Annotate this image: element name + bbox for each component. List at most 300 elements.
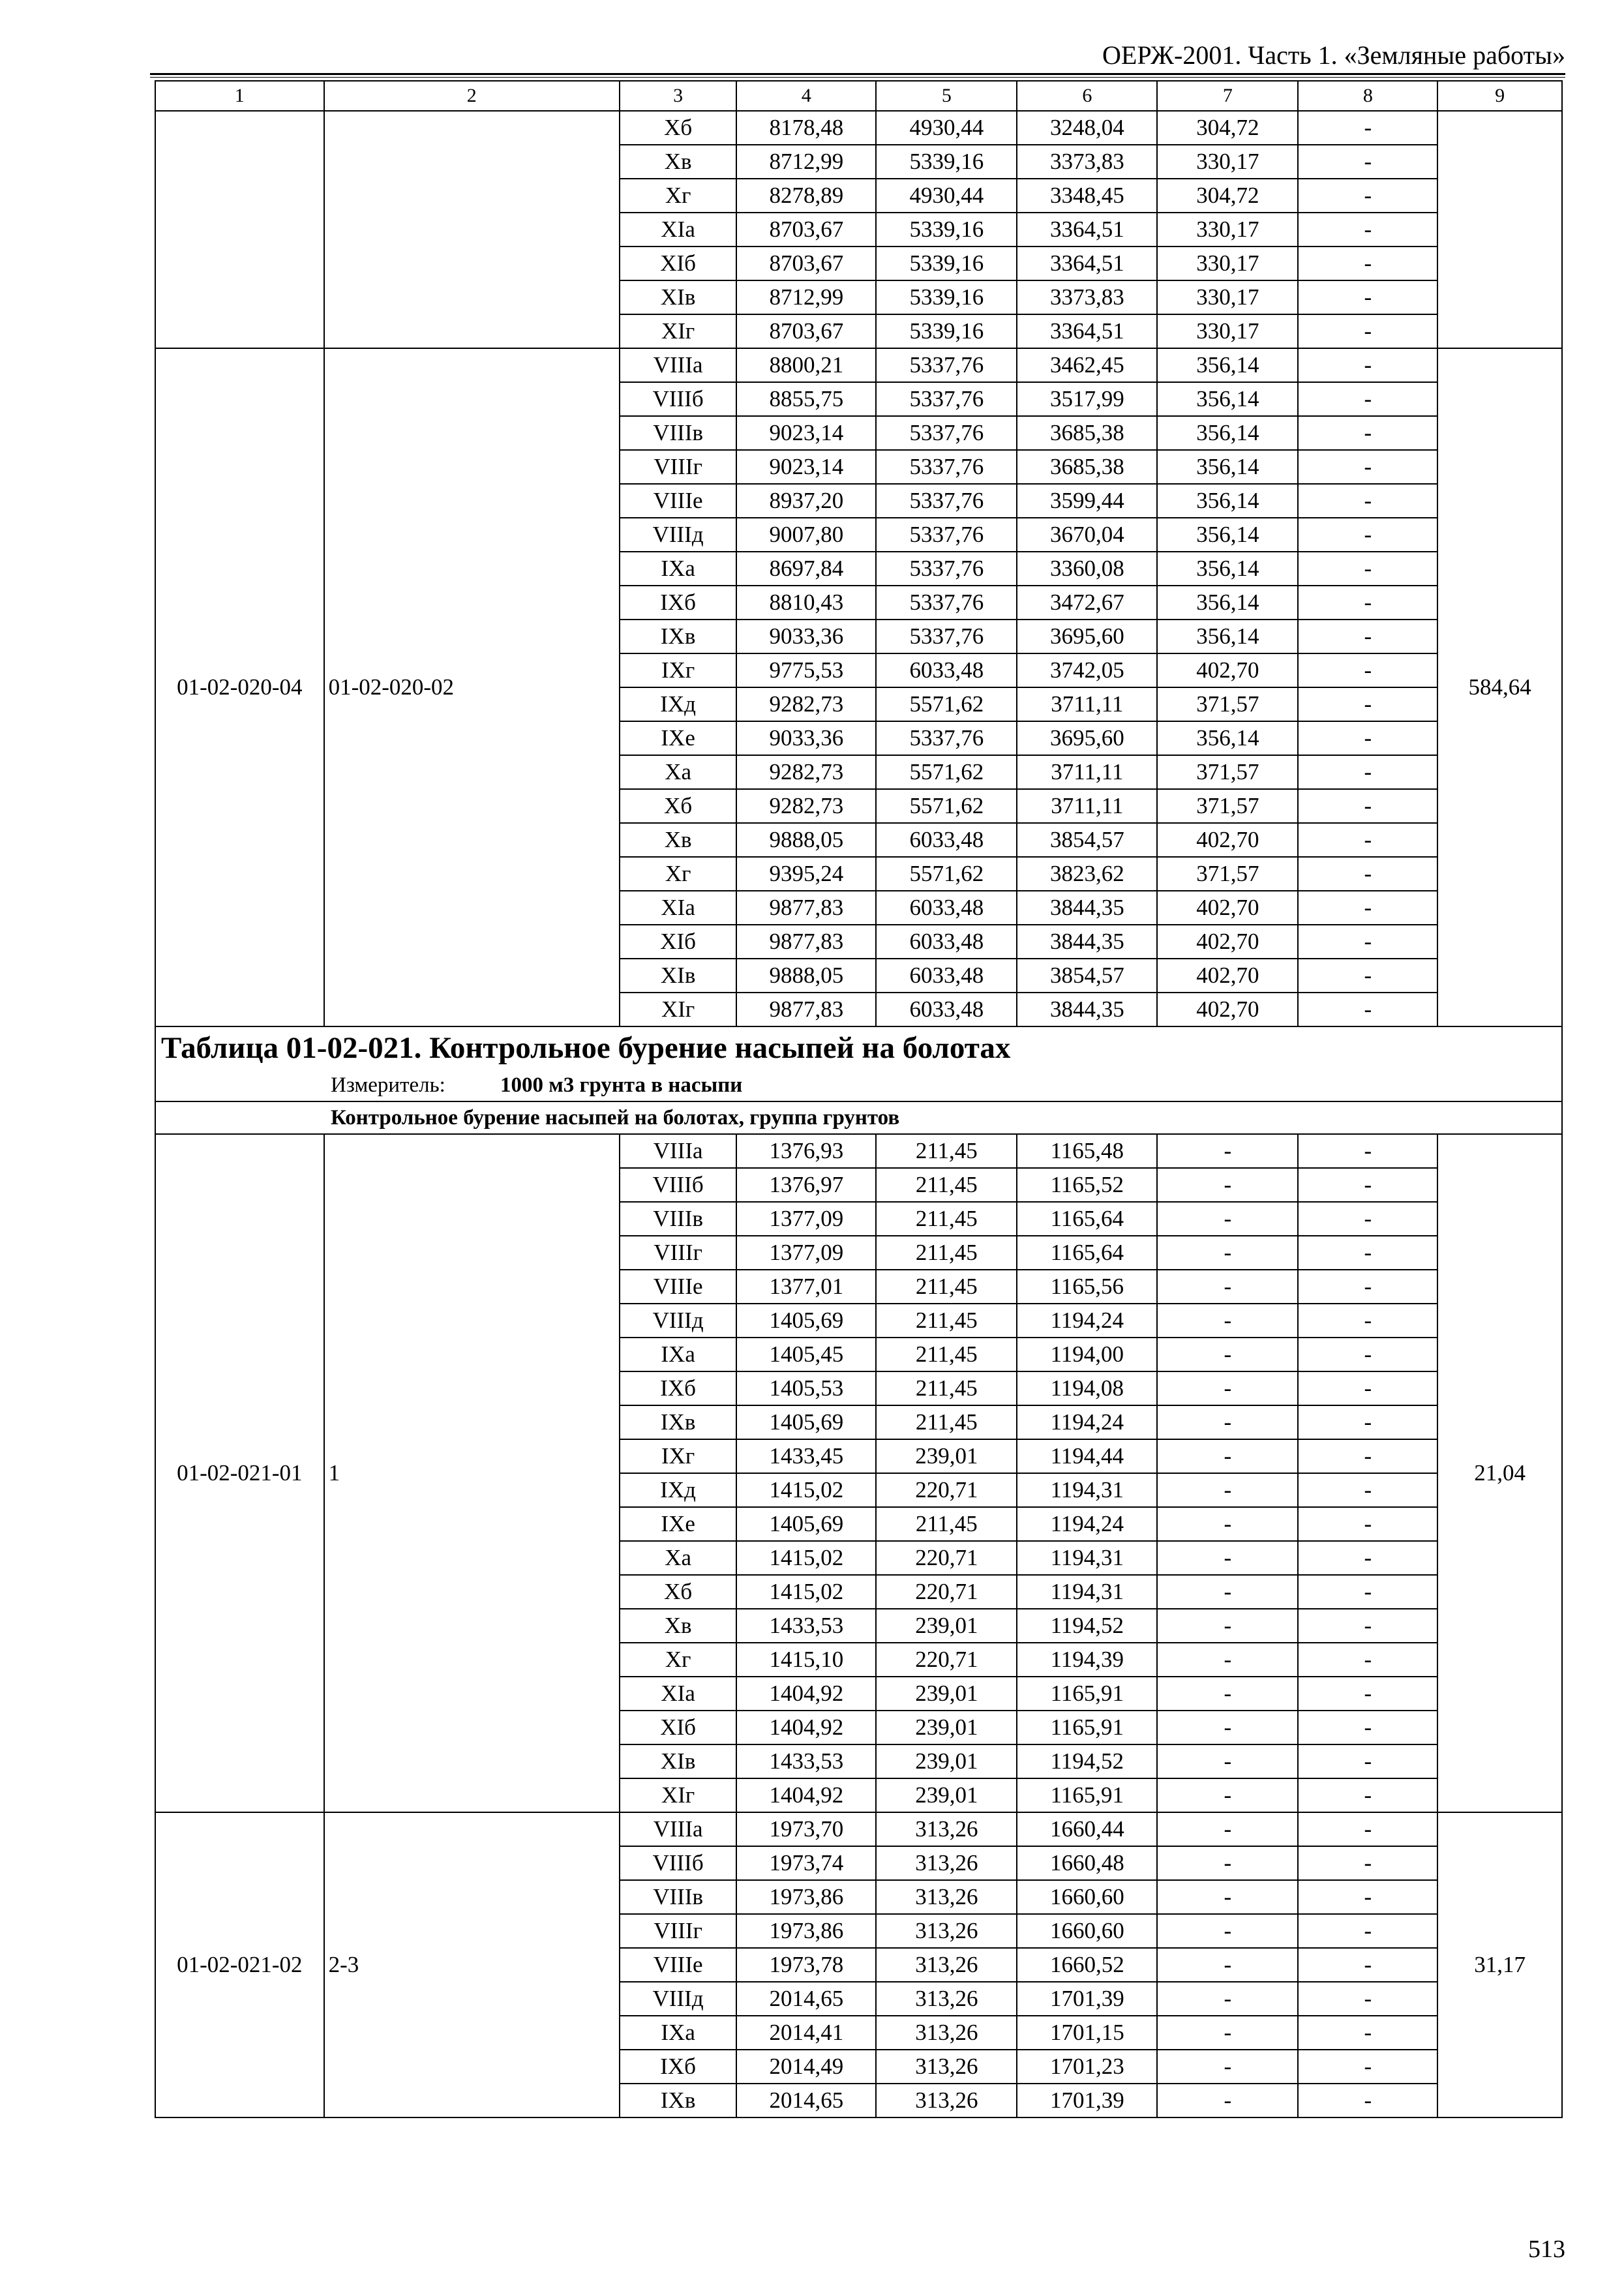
driver-wage-cell: -	[1157, 1744, 1298, 1778]
materials-cost-cell: -	[1298, 2016, 1437, 2050]
total-cost-cell: 1404,92	[736, 1778, 876, 1812]
materials-cost-cell: -	[1298, 280, 1437, 314]
rates-table	[155, 80, 1563, 2118]
table-row	[155, 1812, 1562, 1846]
driver-wage-cell: -	[1157, 1982, 1298, 2016]
soil-group-cell: VIIIе	[620, 1270, 736, 1304]
materials-cost-cell: -	[1298, 653, 1437, 687]
column-number: 1	[155, 81, 324, 111]
total-cost-cell: 2014,41	[736, 2016, 876, 2050]
column-number: 5	[876, 81, 1017, 111]
machine-cost-cell: 3462,45	[1017, 348, 1157, 382]
labor-cost-cell: 5337,76	[876, 484, 1017, 518]
machine-cost-cell: 3348,45	[1017, 179, 1157, 213]
soil-group-cell: Xа	[620, 1541, 736, 1575]
total-cost-cell: 1973,86	[736, 1914, 876, 1948]
total-cost-cell: 8703,67	[736, 213, 876, 247]
total-cost-cell: 1377,09	[736, 1202, 876, 1236]
soil-group-cell: VIIIв	[620, 1880, 736, 1914]
materials-cost-cell: -	[1298, 586, 1437, 620]
soil-group-cell: IXа	[620, 552, 736, 586]
unit-value: 1000 м3 грунта в насыпи	[500, 1073, 743, 1097]
table-row	[155, 1134, 1562, 1168]
driver-wage-cell: -	[1157, 1202, 1298, 1236]
soil-group-cell: XIв	[620, 1744, 736, 1778]
labor-cost-cell: 211,45	[876, 1405, 1017, 1439]
total-cost-cell: 1973,78	[736, 1948, 876, 1982]
machine-cost-cell: 1194,24	[1017, 1304, 1157, 1338]
materials-cost-cell: -	[1298, 1914, 1437, 1948]
machine-cost-cell: 1194,44	[1017, 1439, 1157, 1473]
total-cost-cell: 9282,73	[736, 789, 876, 823]
labor-cost-cell: 313,26	[876, 1812, 1017, 1846]
total-cost-cell: 1404,92	[736, 1711, 876, 1744]
materials-cost-cell: -	[1298, 857, 1437, 891]
materials-cost-cell: -	[1298, 1304, 1437, 1338]
driver-wage-cell: -	[1157, 1812, 1298, 1846]
total-cost-cell: 2014,49	[736, 2050, 876, 2084]
total-cost-cell: 1973,86	[736, 1880, 876, 1914]
column-number: 6	[1017, 81, 1157, 111]
total-cost-cell: 1404,92	[736, 1677, 876, 1711]
machine-cost-cell: 1194,08	[1017, 1371, 1157, 1405]
labor-cost-cell: 220,71	[876, 1643, 1017, 1677]
materials-cost-cell: -	[1298, 213, 1437, 247]
driver-wage-cell: -	[1157, 1609, 1298, 1643]
driver-wage-cell: 330,17	[1157, 247, 1298, 280]
materials-cost-cell: -	[1298, 2050, 1437, 2084]
soil-group-cell: XIг	[620, 1778, 736, 1812]
total-cost-cell: 9775,53	[736, 653, 876, 687]
materials-cost-cell: -	[1298, 1643, 1437, 1677]
driver-wage-cell: -	[1157, 1168, 1298, 1202]
soil-group-cell: VIIIг	[620, 1236, 736, 1270]
driver-wage-cell: 330,17	[1157, 213, 1298, 247]
driver-wage-cell: -	[1157, 1439, 1298, 1473]
labor-cost-cell: 5571,62	[876, 857, 1017, 891]
total-cost-cell: 8712,99	[736, 145, 876, 179]
machine-cost-cell: 1701,39	[1017, 1982, 1157, 2016]
soil-group-cell: XIб	[620, 247, 736, 280]
soil-group-cell: Xв	[620, 1609, 736, 1643]
machine-cost-cell: 3364,51	[1017, 247, 1157, 280]
total-cost-cell: 1405,69	[736, 1304, 876, 1338]
machine-cost-cell: 1165,52	[1017, 1168, 1157, 1202]
soil-group-cell: XIа	[620, 213, 736, 247]
table-row	[155, 111, 1562, 145]
soil-group-cell: Xб	[620, 1575, 736, 1609]
total-cost-cell: 9877,83	[736, 993, 876, 1026]
driver-wage-cell: -	[1157, 1677, 1298, 1711]
materials-cost-cell: -	[1298, 1846, 1437, 1880]
materials-cost-cell: -	[1298, 518, 1437, 552]
section-row	[155, 1101, 1562, 1134]
machine-cost-cell: 3844,35	[1017, 925, 1157, 959]
soil-group-cell: IXг	[620, 653, 736, 687]
driver-wage-cell: -	[1157, 1643, 1298, 1677]
driver-wage-cell: -	[1157, 1914, 1298, 1948]
labor-cost-cell: 6033,48	[876, 823, 1017, 857]
rate-code: 01-02-020-04	[155, 348, 324, 1026]
labor-cost-cell: 211,45	[876, 1134, 1017, 1168]
driver-wage-cell: -	[1157, 1711, 1298, 1744]
labor-cost-cell: 6033,48	[876, 925, 1017, 959]
machine-cost-cell: 1194,31	[1017, 1575, 1157, 1609]
machine-cost-cell: 1701,39	[1017, 2084, 1157, 2117]
labor-cost-cell: 5571,62	[876, 789, 1017, 823]
soil-group-cell: XIг	[620, 314, 736, 348]
soil-group-cell: VIIIб	[620, 1168, 736, 1202]
soil-group-cell: Xг	[620, 1643, 736, 1677]
materials-cost-cell: -	[1298, 247, 1437, 280]
table-title-row	[155, 1026, 1562, 1069]
total-cost-cell: 1433,45	[736, 1439, 876, 1473]
soil-group-cell: IXб	[620, 1371, 736, 1405]
materials-cost-cell: -	[1298, 1609, 1437, 1643]
soil-group-cell: VIIIе	[620, 484, 736, 518]
driver-wage-cell: 402,70	[1157, 823, 1298, 857]
column-number-row	[155, 81, 1562, 111]
total-cost-cell: 9395,24	[736, 857, 876, 891]
materials-cost-cell: -	[1298, 1405, 1437, 1439]
labor-cost-cell: 5337,76	[876, 348, 1017, 382]
soil-group-cell: XIа	[620, 1677, 736, 1711]
soil-group-cell: IXг	[620, 1439, 736, 1473]
soil-group-cell: VIIIа	[620, 1134, 736, 1168]
driver-wage-cell: -	[1157, 1880, 1298, 1914]
machine-cost-cell: 3695,60	[1017, 721, 1157, 755]
materials-cost-cell: -	[1298, 721, 1437, 755]
driver-wage-cell: 356,14	[1157, 620, 1298, 653]
driver-wage-cell: 371,57	[1157, 687, 1298, 721]
labor-cost-cell: 220,71	[876, 1473, 1017, 1507]
driver-wage-cell: 402,70	[1157, 653, 1298, 687]
table-row	[155, 348, 1562, 382]
machine-cost-cell: 1660,48	[1017, 1846, 1157, 1880]
labor-cost-cell: 239,01	[876, 1778, 1017, 1812]
labor-cost-cell: 5337,76	[876, 450, 1017, 484]
driver-wage-cell: -	[1157, 1778, 1298, 1812]
machine-cost-cell: 3373,83	[1017, 280, 1157, 314]
materials-cost-cell: -	[1298, 1812, 1437, 1846]
driver-wage-cell: -	[1157, 2084, 1298, 2117]
driver-wage-cell: 330,17	[1157, 280, 1298, 314]
materials-cost-cell: -	[1298, 1439, 1437, 1473]
labor-cost-cell: 5339,16	[876, 247, 1017, 280]
page-header: ОЕРЖ-2001. Часть 1. «Земляные работы»	[1102, 40, 1565, 70]
column-number: 3	[620, 81, 736, 111]
machine-cost-cell: 3373,83	[1017, 145, 1157, 179]
labor-cost-cell: 5571,62	[876, 687, 1017, 721]
rate-code: 01-02-021-02	[155, 1812, 324, 2117]
driver-wage-cell: -	[1157, 1371, 1298, 1405]
machine-cost-cell: 3364,51	[1017, 314, 1157, 348]
materials-cost-cell: -	[1298, 1338, 1437, 1371]
labor-cost-cell: 5337,76	[876, 416, 1017, 450]
total-cost-cell: 1415,10	[736, 1643, 876, 1677]
labor-cost-cell: 220,71	[876, 1541, 1017, 1575]
machine-cost-cell: 1165,64	[1017, 1202, 1157, 1236]
machine-cost-cell: 1194,39	[1017, 1643, 1157, 1677]
header-rule-thin	[150, 77, 1565, 78]
labor-cost-cell: 220,71	[876, 1575, 1017, 1609]
soil-group-cell: IXб	[620, 2050, 736, 2084]
labor-cost-cell: 211,45	[876, 1338, 1017, 1371]
labor-cost-cell: 313,26	[876, 1948, 1017, 1982]
labor-cost-cell: 6033,48	[876, 653, 1017, 687]
driver-wage-cell: 356,14	[1157, 484, 1298, 518]
soil-group-cell: XIг	[620, 993, 736, 1026]
total-cost-cell: 9888,05	[736, 959, 876, 993]
labor-cost-cell: 239,01	[876, 1744, 1017, 1778]
materials-cost-cell: -	[1298, 1982, 1437, 2016]
labor-cost-cell: 211,45	[876, 1507, 1017, 1541]
total-cost-cell: 9282,73	[736, 755, 876, 789]
materials-cost-cell: -	[1298, 1575, 1437, 1609]
machine-cost-cell: 3364,51	[1017, 213, 1157, 247]
labor-cost-cell: 6033,48	[876, 959, 1017, 993]
labor-cost-cell: 313,26	[876, 1914, 1017, 1948]
total-cost-cell: 1973,70	[736, 1812, 876, 1846]
driver-wage-cell: -	[1157, 1304, 1298, 1338]
materials-cost-cell: -	[1298, 1134, 1437, 1168]
total-cost-cell: 8703,67	[736, 247, 876, 280]
machine-cost-cell: 3711,11	[1017, 687, 1157, 721]
machine-cost-cell: 1165,91	[1017, 1778, 1157, 1812]
driver-wage-cell: 371,57	[1157, 755, 1298, 789]
labor-cost-cell: 211,45	[876, 1270, 1017, 1304]
unit-label: Измеритель:	[331, 1073, 445, 1097]
machine-cost-cell: 1165,64	[1017, 1236, 1157, 1270]
labor-cost-cell: 211,45	[876, 1236, 1017, 1270]
total-cost-cell: 9033,36	[736, 620, 876, 653]
driver-wage-cell: 356,14	[1157, 518, 1298, 552]
total-cost-cell: 9877,83	[736, 925, 876, 959]
total-cost-cell: 8855,75	[736, 382, 876, 416]
machine-cost-cell: 3248,04	[1017, 111, 1157, 145]
driver-wage-cell: 356,14	[1157, 450, 1298, 484]
column-number: 4	[736, 81, 876, 111]
column-number: 7	[1157, 81, 1298, 111]
machine-cost-cell: 1194,31	[1017, 1473, 1157, 1507]
driver-wage-cell: -	[1157, 1405, 1298, 1439]
total-cost-cell: 1415,02	[736, 1541, 876, 1575]
materials-cost-cell: -	[1298, 687, 1437, 721]
soil-group-cell: VIIIд	[620, 1982, 736, 2016]
total-cost-cell: 9007,80	[736, 518, 876, 552]
machine-cost-cell: 3360,08	[1017, 552, 1157, 586]
total-cost-cell: 8697,84	[736, 552, 876, 586]
machine-cost-cell: 3599,44	[1017, 484, 1157, 518]
materials-cost-cell: -	[1298, 823, 1437, 857]
labor-hours-cell: 584,64	[1437, 348, 1562, 1026]
machine-cost-cell: 3695,60	[1017, 620, 1157, 653]
materials-cost-cell: -	[1298, 993, 1437, 1026]
labor-cost-cell: 5571,62	[876, 755, 1017, 789]
labor-cost-cell: 239,01	[876, 1711, 1017, 1744]
materials-cost-cell: -	[1298, 552, 1437, 586]
labor-cost-cell: 5337,76	[876, 620, 1017, 653]
machine-cost-cell: 1194,52	[1017, 1744, 1157, 1778]
column-number: 8	[1298, 81, 1437, 111]
materials-cost-cell: -	[1298, 891, 1437, 925]
column-number: 9	[1437, 81, 1562, 111]
driver-wage-cell: -	[1157, 1473, 1298, 1507]
total-cost-cell: 9888,05	[736, 823, 876, 857]
total-cost-cell: 1415,02	[736, 1575, 876, 1609]
labor-cost-cell: 239,01	[876, 1439, 1017, 1473]
labor-cost-cell: 313,26	[876, 2084, 1017, 2117]
labor-cost-cell: 5337,76	[876, 552, 1017, 586]
section-title: Контрольное бурение насыпей на болотах, группа грунтов	[155, 1101, 1562, 1134]
machine-cost-cell: 1660,52	[1017, 1948, 1157, 1982]
labor-hours-cell: 31,17	[1437, 1812, 1562, 2117]
soil-group-cell: Xг	[620, 857, 736, 891]
materials-cost-cell: -	[1298, 620, 1437, 653]
labor-cost-cell: 5339,16	[876, 145, 1017, 179]
driver-wage-cell: 356,14	[1157, 382, 1298, 416]
machine-cost-cell: 3685,38	[1017, 416, 1157, 450]
total-cost-cell: 1376,93	[736, 1134, 876, 1168]
driver-wage-cell: -	[1157, 1134, 1298, 1168]
soil-group-cell: XIв	[620, 280, 736, 314]
labor-cost-cell: 239,01	[876, 1609, 1017, 1643]
materials-cost-cell: -	[1298, 111, 1437, 145]
driver-wage-cell: 304,72	[1157, 179, 1298, 213]
soil-group-cell: VIIIд	[620, 1304, 736, 1338]
soil-group-cell: Xа	[620, 755, 736, 789]
machine-cost-cell: 1701,15	[1017, 2016, 1157, 2050]
driver-wage-cell: 371,57	[1157, 857, 1298, 891]
labor-cost-cell: 211,45	[876, 1168, 1017, 1202]
total-cost-cell: 9877,83	[736, 891, 876, 925]
total-cost-cell: 8937,20	[736, 484, 876, 518]
total-cost-cell: 1377,01	[736, 1270, 876, 1304]
materials-cost-cell: -	[1298, 1711, 1437, 1744]
total-cost-cell: 8810,43	[736, 586, 876, 620]
total-cost-cell: 9023,14	[736, 450, 876, 484]
materials-cost-cell: -	[1298, 1880, 1437, 1914]
machine-cost-cell: 3711,11	[1017, 789, 1157, 823]
machine-cost-cell: 3823,62	[1017, 857, 1157, 891]
materials-cost-cell: -	[1298, 2084, 1437, 2117]
driver-wage-cell: -	[1157, 1575, 1298, 1609]
driver-wage-cell: 371,57	[1157, 789, 1298, 823]
machine-cost-cell: 3670,04	[1017, 518, 1157, 552]
total-cost-cell: 8800,21	[736, 348, 876, 382]
soil-group-cell: XIб	[620, 1711, 736, 1744]
driver-wage-cell: -	[1157, 1507, 1298, 1541]
table-title: Таблица 01-02-021. Контрольное бурение насыпей на болотах	[161, 1031, 1011, 1065]
materials-cost-cell: -	[1298, 1168, 1437, 1202]
machine-cost-cell: 1165,91	[1017, 1711, 1157, 1744]
driver-wage-cell: -	[1157, 2050, 1298, 2084]
materials-cost-cell: -	[1298, 959, 1437, 993]
materials-cost-cell: -	[1298, 789, 1437, 823]
soil-group-cell: IXд	[620, 1473, 736, 1507]
soil-group-cell: VIIIв	[620, 1202, 736, 1236]
labor-cost-cell: 211,45	[876, 1202, 1017, 1236]
machine-cost-cell: 1660,60	[1017, 1880, 1157, 1914]
machine-cost-cell: 3844,35	[1017, 993, 1157, 1026]
rate-name	[324, 111, 620, 348]
total-cost-cell: 1405,45	[736, 1338, 876, 1371]
machine-cost-cell: 3472,67	[1017, 586, 1157, 620]
driver-wage-cell: 402,70	[1157, 891, 1298, 925]
machine-cost-cell: 1194,00	[1017, 1338, 1157, 1371]
total-cost-cell: 9282,73	[736, 687, 876, 721]
driver-wage-cell: 330,17	[1157, 314, 1298, 348]
machine-cost-cell: 1165,91	[1017, 1677, 1157, 1711]
labor-cost-cell: 313,26	[876, 1880, 1017, 1914]
machine-cost-cell: 1194,24	[1017, 1507, 1157, 1541]
soil-group-cell: Xб	[620, 789, 736, 823]
labor-hours-cell: 21,04	[1437, 1134, 1562, 1812]
driver-wage-cell: -	[1157, 1948, 1298, 1982]
soil-group-cell: VIIIг	[620, 450, 736, 484]
machine-cost-cell: 1165,56	[1017, 1270, 1157, 1304]
soil-group-cell: VIIIд	[620, 518, 736, 552]
labor-cost-cell: 211,45	[876, 1371, 1017, 1405]
materials-cost-cell: -	[1298, 755, 1437, 789]
soil-group-cell: Xг	[620, 179, 736, 213]
machine-cost-cell: 1165,48	[1017, 1134, 1157, 1168]
total-cost-cell: 1405,69	[736, 1507, 876, 1541]
labor-hours-cell	[1437, 111, 1562, 348]
total-cost-cell: 8178,48	[736, 111, 876, 145]
machine-cost-cell: 3854,57	[1017, 959, 1157, 993]
materials-cost-cell: -	[1298, 1270, 1437, 1304]
labor-cost-cell: 6033,48	[876, 891, 1017, 925]
materials-cost-cell: -	[1298, 1541, 1437, 1575]
labor-cost-cell: 211,45	[876, 1304, 1017, 1338]
labor-cost-cell: 313,26	[876, 2050, 1017, 2084]
soil-group-cell: VIIIб	[620, 1846, 736, 1880]
machine-cost-cell: 1194,52	[1017, 1609, 1157, 1643]
driver-wage-cell: 330,17	[1157, 145, 1298, 179]
driver-wage-cell: 402,70	[1157, 993, 1298, 1026]
soil-group-cell: VIIIб	[620, 382, 736, 416]
labor-cost-cell: 313,26	[876, 2016, 1017, 2050]
soil-group-cell: XIа	[620, 891, 736, 925]
materials-cost-cell: -	[1298, 1202, 1437, 1236]
total-cost-cell: 1405,53	[736, 1371, 876, 1405]
rates-table-body	[155, 81, 1562, 2117]
driver-wage-cell: -	[1157, 1541, 1298, 1575]
total-cost-cell: 1405,69	[736, 1405, 876, 1439]
header-rule	[150, 73, 1565, 75]
soil-group-cell: VIIIа	[620, 1812, 736, 1846]
soil-group-cell: IXе	[620, 721, 736, 755]
soil-group-cell: IXд	[620, 687, 736, 721]
total-cost-cell: 2014,65	[736, 1982, 876, 2016]
soil-group-cell: Xб	[620, 111, 736, 145]
total-cost-cell: 1973,74	[736, 1846, 876, 1880]
materials-cost-cell: -	[1298, 314, 1437, 348]
machine-cost-cell: 3711,11	[1017, 755, 1157, 789]
driver-wage-cell: 356,14	[1157, 586, 1298, 620]
rate-name: 2-3	[324, 1812, 620, 2117]
labor-cost-cell: 5339,16	[876, 314, 1017, 348]
rate-name: 1	[324, 1134, 620, 1812]
total-cost-cell: 9023,14	[736, 416, 876, 450]
unit-row	[155, 1069, 1562, 1101]
soil-group-cell: IXб	[620, 586, 736, 620]
machine-cost-cell: 3854,57	[1017, 823, 1157, 857]
driver-wage-cell: -	[1157, 1236, 1298, 1270]
materials-cost-cell: -	[1298, 1778, 1437, 1812]
soil-group-cell: XIв	[620, 959, 736, 993]
